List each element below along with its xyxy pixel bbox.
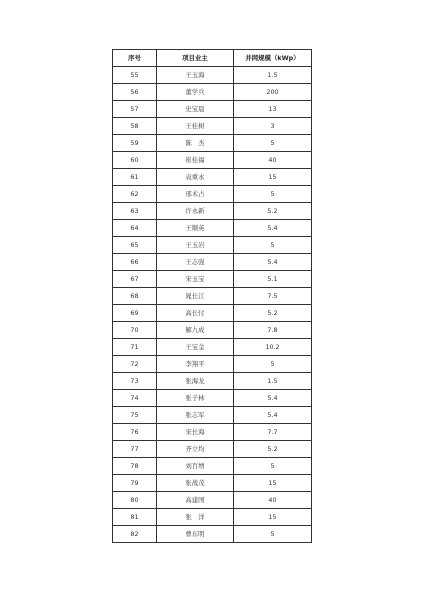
cell-index: 64 (113, 220, 157, 237)
cell-owner: 宋长海 (157, 424, 234, 441)
cell-index: 58 (113, 118, 157, 135)
table-row (113, 135, 312, 152)
cell-owner: 齐立均 (157, 441, 234, 458)
cell-capacity: 7.8 (234, 322, 312, 339)
cell-index: 65 (113, 237, 157, 254)
cell-owner: 张 洋 (157, 509, 234, 526)
cell-capacity: 5 (234, 458, 312, 475)
cell-owner: 许永新 (157, 203, 234, 220)
cell-capacity: 5 (234, 356, 312, 373)
cell-capacity: 13 (234, 101, 312, 118)
cell-index: 73 (113, 373, 157, 390)
cell-capacity: 40 (234, 152, 312, 169)
cell-capacity: 7.7 (234, 424, 312, 441)
cell-capacity: 5 (234, 237, 312, 254)
table-row (113, 67, 312, 84)
cell-owner: 邢术占 (157, 186, 234, 203)
cell-owner: 王玉岩 (157, 237, 234, 254)
cell-owner: 高建国 (157, 492, 234, 509)
cell-index: 55 (113, 67, 157, 84)
table-row (113, 288, 312, 305)
cell-capacity: 5.4 (234, 254, 312, 271)
table-row (113, 424, 312, 441)
cell-index: 80 (113, 492, 157, 509)
cell-capacity: 15 (234, 509, 312, 526)
header-index: 序号 (113, 50, 157, 67)
header-row (113, 50, 312, 67)
table-row (113, 322, 312, 339)
table-row (113, 186, 312, 203)
cell-capacity: 15 (234, 169, 312, 186)
cell-index: 82 (113, 526, 157, 543)
cell-owner: 张战茂 (157, 475, 234, 492)
cell-owner: 解九成 (157, 322, 234, 339)
cell-index: 66 (113, 254, 157, 271)
table-row (113, 509, 312, 526)
table-row (113, 271, 312, 288)
cell-capacity: 7.5 (234, 288, 312, 305)
cell-capacity: 5.2 (234, 305, 312, 322)
cell-capacity: 1.5 (234, 67, 312, 84)
cell-capacity: 5 (234, 135, 312, 152)
table-row (113, 390, 312, 407)
cell-index: 77 (113, 441, 157, 458)
cell-owner: 张子林 (157, 390, 234, 407)
table-row (113, 220, 312, 237)
cell-index: 63 (113, 203, 157, 220)
cell-owner: 高长付 (157, 305, 234, 322)
cell-index: 59 (113, 135, 157, 152)
cell-capacity: 15 (234, 475, 312, 492)
table-row (113, 84, 312, 101)
table-row (113, 339, 312, 356)
cell-capacity: 3 (234, 118, 312, 135)
table-row (113, 373, 312, 390)
table-row (113, 152, 312, 169)
cell-owner: 史宝晨 (157, 101, 234, 118)
cell-owner: 宋玉宝 (157, 271, 234, 288)
cell-capacity: 5 (234, 526, 312, 543)
table-row (113, 101, 312, 118)
cell-capacity: 5.4 (234, 407, 312, 424)
cell-capacity: 5.1 (234, 271, 312, 288)
cell-capacity: 5.2 (234, 441, 312, 458)
cell-index: 79 (113, 475, 157, 492)
cell-index: 70 (113, 322, 157, 339)
cell-index: 72 (113, 356, 157, 373)
cell-owner: 曹东明 (157, 526, 234, 543)
cell-capacity: 200 (234, 84, 312, 101)
data-table (112, 49, 312, 543)
cell-capacity: 40 (234, 492, 312, 509)
table-row (113, 526, 312, 543)
table-row (113, 492, 312, 509)
cell-capacity: 5.2 (234, 203, 312, 220)
cell-index: 75 (113, 407, 157, 424)
cell-index: 81 (113, 509, 157, 526)
table-row (113, 407, 312, 424)
table-row (113, 356, 312, 373)
cell-index: 56 (113, 84, 157, 101)
cell-index: 68 (113, 288, 157, 305)
cell-owner: 王顺英 (157, 220, 234, 237)
cell-index: 76 (113, 424, 157, 441)
cell-owner: 张海龙 (157, 373, 234, 390)
header-owner: 项目业主 (157, 50, 234, 67)
cell-capacity: 5 (234, 186, 312, 203)
cell-capacity: 5.4 (234, 220, 312, 237)
cell-index: 67 (113, 271, 157, 288)
cell-owner: 袁重永 (157, 169, 234, 186)
table-row (113, 203, 312, 220)
cell-owner: 李翔平 (157, 356, 234, 373)
table-row (113, 254, 312, 271)
cell-index: 60 (113, 152, 157, 169)
cell-owner: 董学兵 (157, 84, 234, 101)
table-row (113, 441, 312, 458)
cell-owner: 崔桂福 (157, 152, 234, 169)
cell-index: 74 (113, 390, 157, 407)
table-row (113, 237, 312, 254)
cell-owner: 刘百增 (157, 458, 234, 475)
cell-capacity: 1.5 (234, 373, 312, 390)
table-row (113, 458, 312, 475)
table-row (113, 305, 312, 322)
table-row (113, 475, 312, 492)
header-capacity: 并网规模（kWp） (234, 50, 312, 67)
cell-capacity: 10.2 (234, 339, 312, 356)
cell-index: 62 (113, 186, 157, 203)
cell-index: 57 (113, 101, 157, 118)
cell-owner: 王志强 (157, 254, 234, 271)
table-row (113, 169, 312, 186)
cell-owner: 晁长江 (157, 288, 234, 305)
cell-owner: 王玉海 (157, 67, 234, 84)
cell-owner: 王宝金 (157, 339, 234, 356)
cell-index: 71 (113, 339, 157, 356)
cell-index: 69 (113, 305, 157, 322)
table-row (113, 118, 312, 135)
cell-capacity: 5.4 (234, 390, 312, 407)
cell-owner: 陈 杰 (157, 135, 234, 152)
cell-owner: 王桂树 (157, 118, 234, 135)
cell-index: 78 (113, 458, 157, 475)
cell-owner: 张志军 (157, 407, 234, 424)
cell-index: 61 (113, 169, 157, 186)
